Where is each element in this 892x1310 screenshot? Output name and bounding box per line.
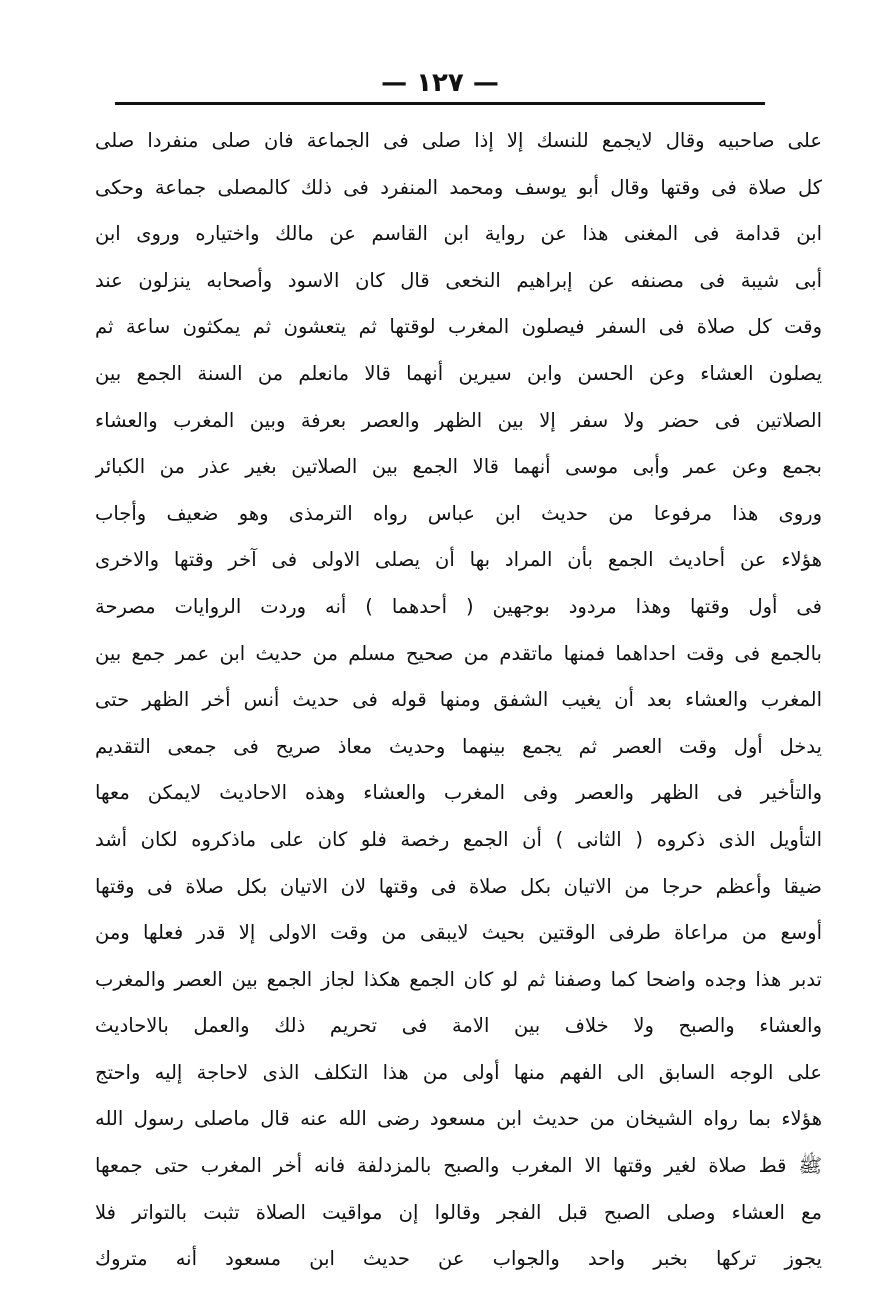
- body-text: [95, 118, 822, 1283]
- text-line: والتأخير فى الظهر والعصر وفى المغرب والعشاء وهذه الاحاديث لايمكن معها: [95, 781, 822, 805]
- text-line: المغرب والعشاء بعد أن يغيب الشفق ومنها قوله فى حديث أنس أخر الظهر حتى: [95, 688, 822, 712]
- text-line: الصلاتين فى حضر ولا سفر إلا بين الظهر والعصر بعرفة وبين المغرب والعشاء: [95, 408, 822, 432]
- text-line: كل صلاة فى وقتها وقال أبو يوسف ومحمد المنفرد فى ذلك كالمصلى جماعة وحكى: [95, 175, 822, 199]
- text-line: هؤلاء بما رواه الشيخان من حديث ابن مسعود رضى الله عنه قال ماصلى رسول الله: [95, 1107, 822, 1131]
- text-line: فى أول وقتها وهذا مردود بوجهين ( أحدهما ) أنه وردت الروايات مصرحة: [95, 594, 822, 618]
- text-line: تدبر هذا وجده واضحا كما وصفنا ثم لو كان الجمع هكذا لجاز الجمع بين العصر والمغرب: [95, 967, 822, 991]
- text-line: يصلون العشاء وعن الحسن وابن سيرين أنهما قالا مانعلم من السنة الجمع بين: [95, 361, 822, 385]
- text-line: هؤلاء عن أحاديث الجمع بأن المراد بها أن يصلى الاولى فى آخر وقتها والاخرى: [95, 548, 822, 572]
- text-line: والعشاء والصبح ولا خلاف بين الامة فى تحريم ذلك والعمل بالاحاديث: [95, 1014, 822, 1038]
- text-line: وقت كل صلاة فى السفر فيصلون المغرب لوقتها ثم يتعشون ثم يمكثون ساعة ثم: [95, 315, 822, 339]
- text-line: على صاحبيه وقال لايجمع للنسك إلا إذا صلى فى الجماعة فان صلى منفردا صلى: [95, 129, 822, 152]
- text-line: ابن قدامة فى المغنى هذا عن رواية ابن القاسم عن مالك واختياره وروى ابن: [95, 222, 822, 246]
- page-header: [115, 60, 765, 110]
- text-line: أبى شيبة فى مصنفه عن إبراهيم النخعى قال كان الاسود وأصحابه ينزلون عند: [95, 268, 822, 292]
- text-line: مع العشاء وصلى الصبح قبل الفجر وقالوا إن مواقيت الصلاة تثبت بالتواتر فلا: [95, 1200, 822, 1224]
- text-line: يجوز تركها بخبر واحد والجواب عن حديث ابن مسعود أنه متروك: [95, 1247, 822, 1271]
- text-line: ﷺ قط صلاة لغير وقتها الا المغرب والصبح بالمزدلفة فانه أخر المغرب حتى جمعها: [95, 1154, 822, 1178]
- text-line: بالجمع فى وقت احداهما فمنها ماتقدم من صحيح مسلم من حديث ابن عمر جمع بين: [95, 641, 822, 665]
- text-line: وروى هذا مرفوعا من حديث ابن عباس رواه الترمذى وهو ضعيف وأجاب: [95, 501, 822, 525]
- text-line: على الوجه السابق الى الفهم منها أولى من هذا التكلف الذى لاحاجة إليه واحتج: [95, 1060, 822, 1084]
- header-rule: [115, 102, 765, 105]
- text-line: بجمع وعن عمر وأبى موسى أنهما قالا الجمع بين الصلاتين بغير عذر من الكبائر: [95, 455, 822, 479]
- text-line: التأويل الذى ذكروه ( الثانى ) أن الجمع رخصة فلو كان على ماذكروه لكان أشد: [95, 827, 822, 851]
- text-line: يدخل أول وقت العصر ثم يجمع بينهما وحديث معاذ صريح فى جمعى التقديم: [95, 734, 822, 758]
- text-line: أوسع من مراعاة طرفى الوقتين بحيث لايبقى من وقت الاولى إلا قدر فعلها ومن: [95, 921, 822, 945]
- page-number: — ١٢٧ —: [381, 68, 499, 98]
- text-line: ضيقا وأعظم حرجا من الاتيان بكل صلاة فى وقتها لان الاتيان بكل صلاة فى وقتها: [95, 874, 822, 898]
